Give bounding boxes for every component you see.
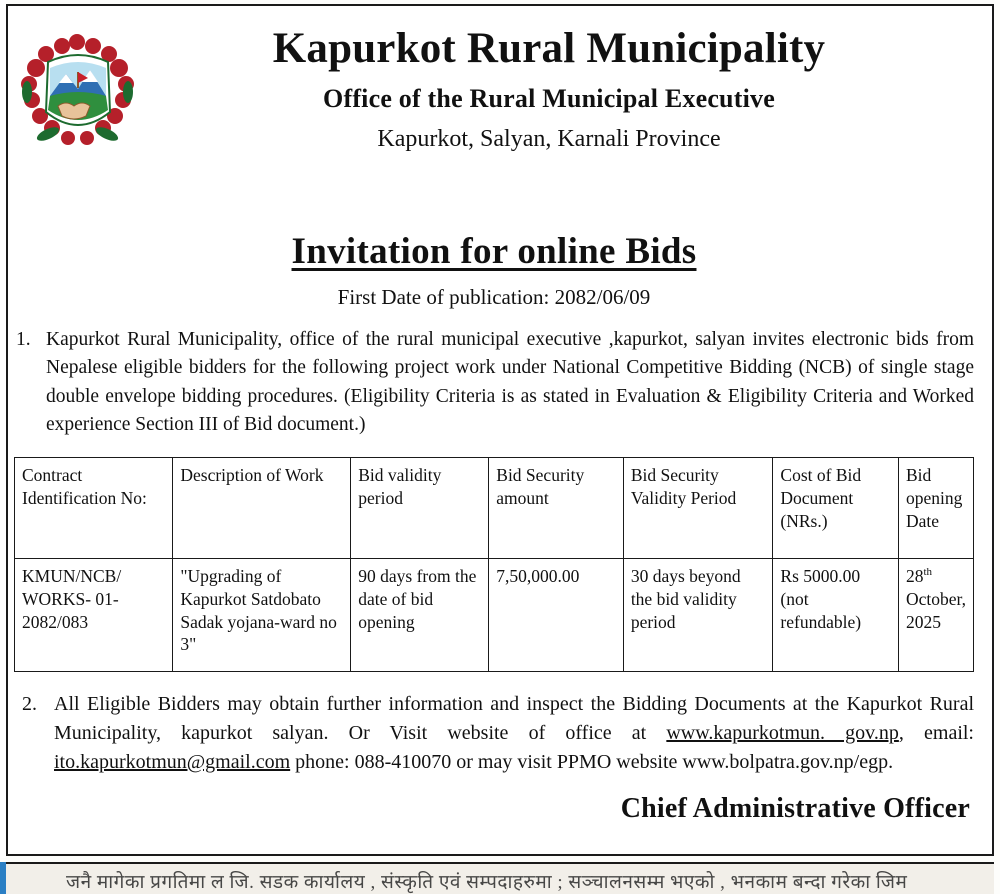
th-bid-security-validity: Bid Security Validity Period <box>623 458 773 559</box>
th-bid-validity: Bid validity period <box>351 458 489 559</box>
table-row <box>15 559 974 672</box>
notice-title: Invitation for online Bids <box>291 231 697 272</box>
th-cost-of-document: Cost of Bid Document (NRs.) <box>773 458 899 559</box>
cell-bid-security-amount: 7,50,000.00 <box>489 559 624 672</box>
paragraph-1-text: Kapurkot Rural Municipality, office of the rural municipal executive ,kapurkot, salyan invites electronic bids from Nepalese eligible bidders for the following project work under National Competitive Bidding (NCB) of single stage double envelope bidding procedures. (Eligibility Criteria is as stated in Evaluation & Eligibility Criteria and Worked experience Section III of Bid document.) <box>46 329 974 435</box>
cell-cost-of-document: Rs 5000.00 (not refundable) <box>773 559 899 672</box>
paragraph-2-number: 2. <box>22 693 37 716</box>
th-description: Description of Work <box>173 458 351 559</box>
cell-bid-validity: 90 days from the date of bid opening <box>351 559 489 672</box>
cell-contract-id: KMUN/NCB/ WORKS- 01-2082/083 <box>15 559 173 672</box>
bid-open-suffix: th <box>923 566 933 579</box>
right-page-margin <box>1000 0 1008 894</box>
bottom-advert-text: जनै मागेका प्रगतिमा ल जि. सडक कार्यालय , संस्कृति एवं सम्पदाहरुमा ; सञ्चालनसम्म भएको , भनकाम बन्दा गरेका जिम <box>66 872 908 893</box>
bid-open-rest: October, 2025 <box>905 588 966 632</box>
bid-details-table <box>14 457 974 672</box>
table-header-row <box>15 458 974 559</box>
bottom-advert-strip <box>6 862 994 894</box>
th-bid-opening-date: Bid opening Date <box>898 458 973 559</box>
address-line: Kapurkot, Salyan, Karnali Province <box>377 126 721 153</box>
office-website-link[interactable]: www.kapurkotmun. gov.np <box>666 722 899 745</box>
signature-designation: Chief Administrative Officer <box>620 793 970 825</box>
notice-content <box>14 8 974 848</box>
paragraph-2-text-part2: , email: <box>898 722 974 745</box>
cell-bid-security-validity: 30 days beyond the bid validity period <box>623 559 773 672</box>
office-subtitle: Office of the Rural Municipal Executive <box>323 84 775 114</box>
cell-description: "Upgrading of Kapurkot Satdobato Sadak yojana-ward no 3" <box>173 559 351 672</box>
paragraph-1-number: 1. <box>16 329 31 350</box>
th-bid-security-amount: Bid Security amount <box>489 458 624 559</box>
cell-bid-opening-date <box>898 559 973 672</box>
paragraph-2-text <box>54 690 974 777</box>
paragraph-2 <box>14 690 974 777</box>
left-page-margin <box>0 0 6 858</box>
notice-header <box>14 26 974 216</box>
nepal-emblem-icon <box>18 34 138 164</box>
bid-open-day: 28 <box>905 566 924 587</box>
paragraph-2-text-part3: phone: 088-410070 or may visit PPMO website www.bolpatra.gov.np/egp. <box>290 751 894 774</box>
office-email-link[interactable]: ito.kapurkotmun@gmail.com <box>54 751 291 774</box>
page-title: Kapurkot Rural Municipality <box>272 25 826 72</box>
publication-date: First Date of publication: 2082/06/09 <box>337 285 651 309</box>
th-contract-id: Contract Identification No: <box>15 458 173 559</box>
paragraph-1 <box>14 326 974 439</box>
paragraph-2-text-part1: All Eligible Bidders may obtain further information and inspect the Bidding Documents at the Kapurkot Rural Municipality, kapurkot salyan. Or Visit website of office at <box>54 693 974 745</box>
